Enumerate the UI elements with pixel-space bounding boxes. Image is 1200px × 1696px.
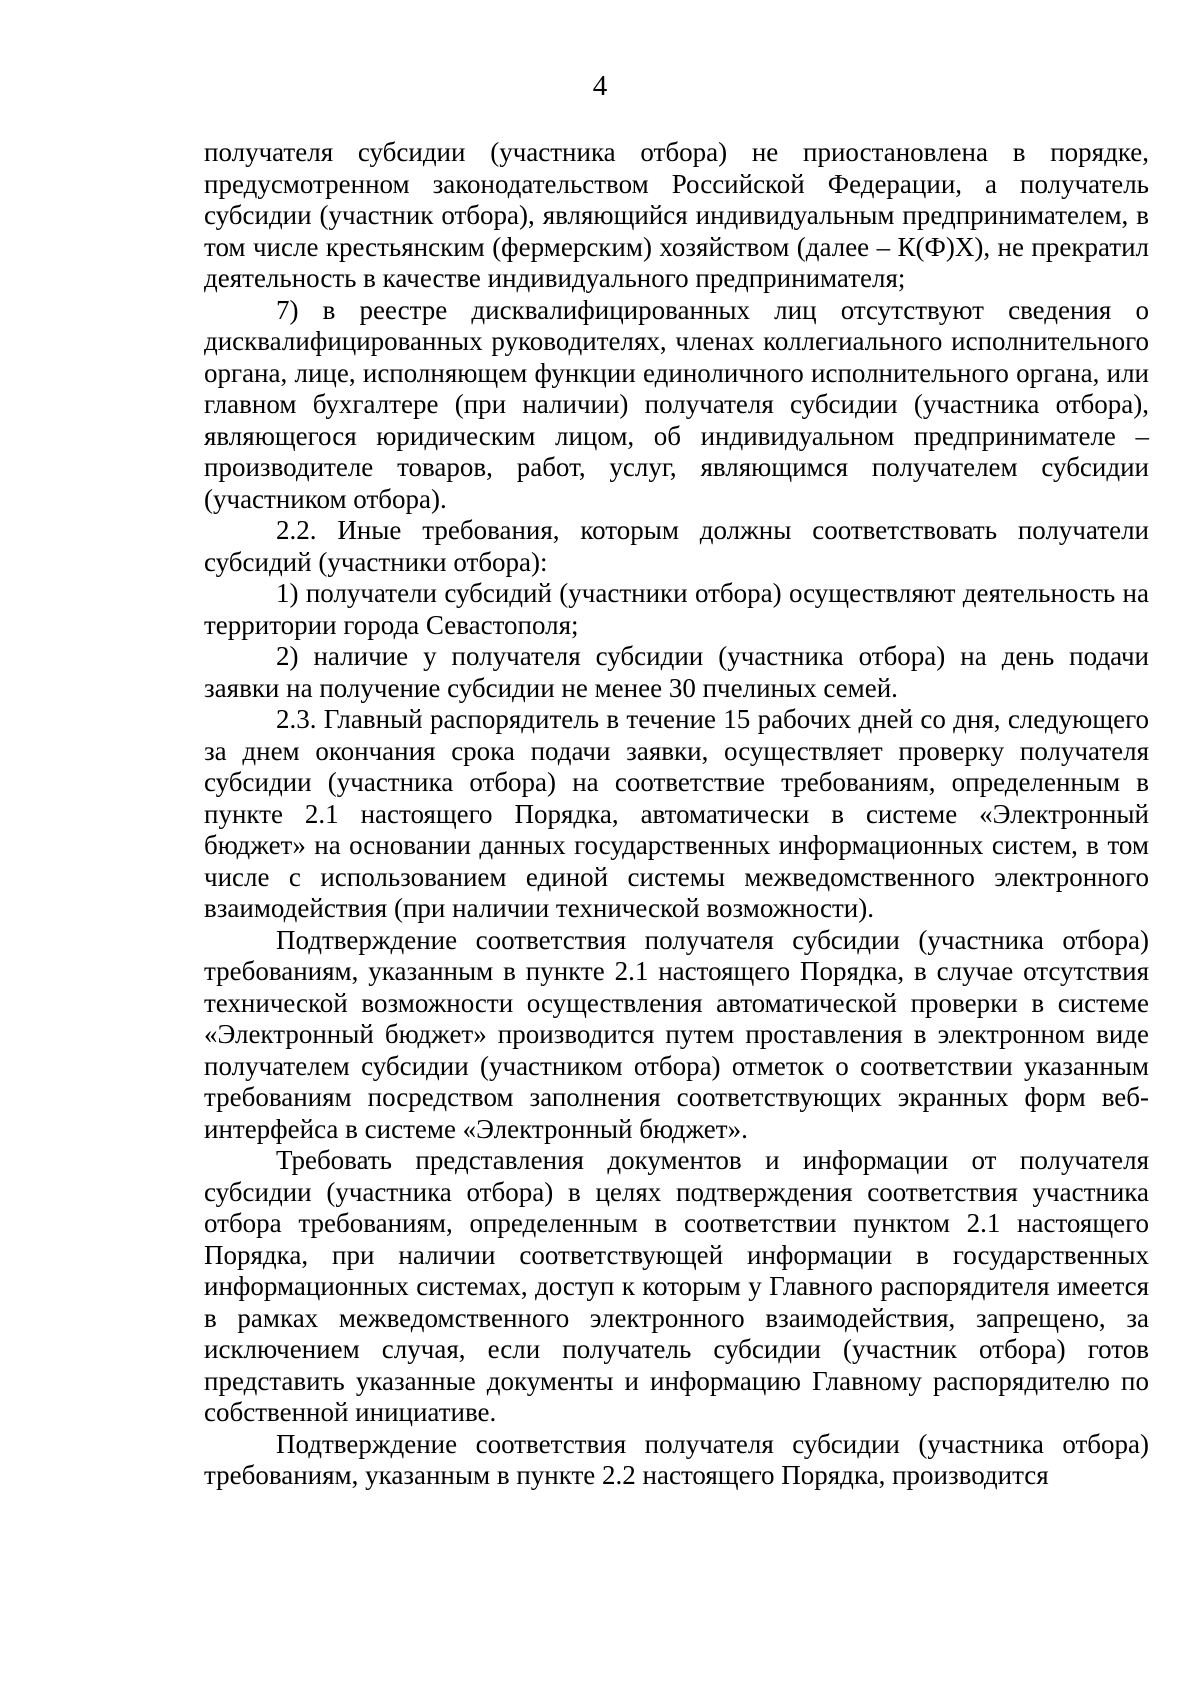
paragraph-item-6-continuation: получателя субсидии (участника отбора) не приостановлена в порядке, предусмотренном законодательством Российской Федерации, а получатель субсидии (участник отбора), являющийся индивидуальным предпринимателем, в том числе крестьянским (фермерским) хозяйством (далее – К(Ф)Х), не прекратил деятельность в качестве индивидуального предпринимателя; bbox=[204, 137, 1149, 293]
paragraph-item-7: 7) в реестре дисквалифицированных лиц отсутствуют сведения о дисквалифицированных руководителях, членах коллегиального исполнительного органа, лице, исполняющем функции единоличного исполнительного органа, или главном бухгалтере (при наличии) получателя субсидии (участника отбора), являющегося юридическим лицом, об индивидуальном предпринимателе – производителе товаров, работ, услуг, являющимся получателем субсидии (участником отбора). bbox=[204, 294, 1149, 514]
paragraph-2-2-item-2: 2) наличие у получателя субсидии (участника отбора) на день подачи заявки на получение субсидии не менее 30 пчелиных семей. bbox=[204, 641, 1149, 703]
paragraph-2-2: 2.2. Иные требования, которым должны соответствовать получатели субсидий (участники отбора): bbox=[204, 515, 1149, 577]
paragraph-confirmation-2-1: Подтверждение соответствия получателя субсидии (участника отбора) требованиям, указанным в пункте 2.1 настоящего Порядка, в случае отсутствия технической возможности осуществления автоматической проверки в системе «Электронный бюджет» производится путем проставления в электронном виде получателем субсидии (участником отбора) отметок о соответствии указанным требованиям посредством заполнения соответствующих экранных форм веб-интерфейса в системе «Электронный бюджет». bbox=[204, 924, 1149, 1144]
paragraph-confirmation-2-2: Подтверждение соответствия получателя субсидии (участника отбора) требованиям, указанным в пункте 2.2 настоящего Порядка, производится bbox=[204, 1428, 1149, 1490]
document-body bbox=[204, 137, 1149, 1492]
paragraph-documents-prohibition: Требовать представления документов и информации от получателя субсидии (участника отбора) в целях подтверждения соответствия участника отбора требованиям, определенным в соответствии пунктом 2.1 настоящего Порядка, при наличии соответствующей информации в государственных информационных системах, доступ к которым у Главного распорядителя имеется в рамках межведомственного электронного взаимодействия, запрещено, за исключением случая, если получатель субсидии (участник отбора) готов представить указанные документы и информацию Главному распорядителю по собственной инициативе. bbox=[204, 1145, 1149, 1427]
paragraph-2-3: 2.3. Главный распорядитель в течение 15 рабочих дней со дня, следующего за днем окончания срока подачи заявки, осуществляет проверку получателя субсидии (участника отбора) на соответствие требованиям, определенным в пункте 2.1 настоящего Порядка, автоматически в системе «Электронный бюджет» на основании данных государственных информационных систем, в том числе с использованием единой системы межведомственного электронного взаимодействия (при наличии технической возможности). bbox=[204, 704, 1149, 923]
paragraph-2-2-item-1: 1) получатели субсидий (участники отбора) осуществляют деятельность на территории города Севастополя; bbox=[204, 578, 1149, 640]
page-number: 4 bbox=[592, 70, 608, 102]
